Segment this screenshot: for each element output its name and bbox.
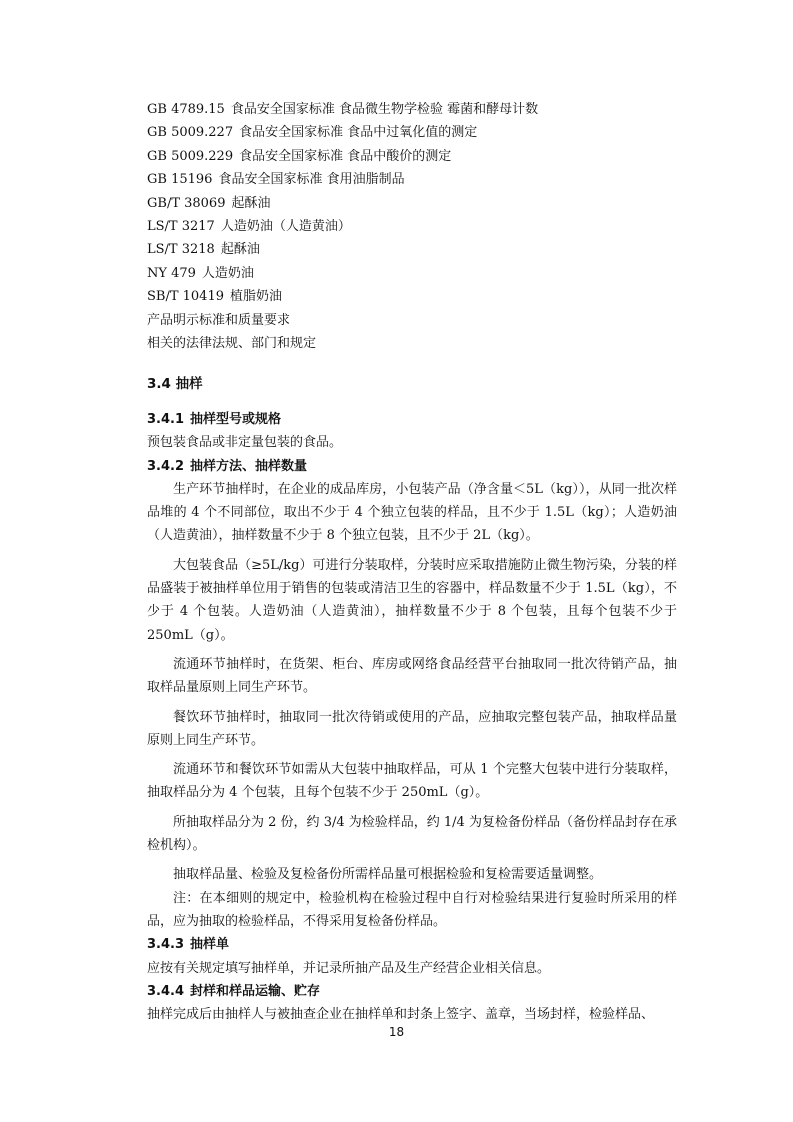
- reference-item: SB/T 10419 植脂奶油: [147, 289, 283, 305]
- subsection-3-4-4-text: 抽样完成后由抽样人与被抽查企业在抽样单和封条上签字、盖章，当场封样，检验样品、: [147, 1007, 655, 1023]
- reference-item: LS/T 3217 人造奶油（人造黄油）: [147, 218, 351, 234]
- paragraph: 流通环节抽样时，在货架、柜台、库房或网络食品经营平台抽取同一批次待销产品，抽取样品量原则上同生产环节。: [147, 656, 677, 696]
- subsection-heading-3-4-3: 3.4.3 抽样单: [147, 937, 230, 953]
- subsection-3-4-1-text: 预包装食品或非定量包装的食品。: [147, 435, 343, 451]
- reference-item: LS/T 3218 起酥油: [147, 242, 260, 258]
- paragraph: 流通环节和餐饮环节如需从大包装中抽取样品，可从 1 个完整大包装中进行分装取样，抽取样品分为 4 个包装，且每个包装不少于 250mL（g）。: [147, 762, 677, 801]
- reference-item: GB 5009.229 食品安全国家标准 食品中酸价的测定: [147, 148, 452, 164]
- subsection-heading-3-4-2: 3.4.2 抽样方法、抽样数量: [147, 458, 308, 474]
- page-number: 18: [388, 1025, 405, 1039]
- reference-item: GB/T 38069 起酥油: [147, 195, 271, 211]
- paragraph: 生产环节抽样时，在企业的成品库房，小包装产品（净含量＜5L（kg）），从同一批次样品堆的 4 个不同部位，取出不少于 4 个独立包装的样品，且不少于 1.5L（kg）；人造奶油（人造黄油），抽样数量不少于 8 个独立包装，且不少于 2L（kg）。: [147, 481, 677, 544]
- reference-item: GB 4789.15 食品安全国家标准 食品微生物学检验 霉菌和酵母计数: [147, 102, 539, 117]
- reference-item: 产品明示标准和质量要求: [147, 312, 291, 328]
- note-paragraph: 注：在本细则的规定中，检验机构在检验过程中自行对检验结果进行复验时所采用的样品，应为抽取的检验样品，不得采用复检备份样品。: [147, 890, 677, 929]
- section-3-4-body: [147, 408, 677, 1026]
- paragraph: 所抽取样品分为 2 份，约 3/4 为检验样品，约 1/4 为复检备份样品（备份样品封存在承检机构）。: [147, 814, 677, 854]
- reference-item: 相关的法律法规、部门和规定: [147, 335, 317, 351]
- reference-standards-list: [147, 98, 707, 355]
- subsection-3-4-3-text: 应按有关规定填写抽样单，并记录所抽产品及生产经营企业相关信息。: [147, 960, 551, 976]
- reference-item: NY 479 人造奶油: [147, 265, 254, 281]
- subsection-heading-3-4-1: 3.4.1 抽样型号或规格: [147, 412, 282, 427]
- section-heading-3-4: 3.4 抽样: [147, 376, 203, 392]
- paragraph: 大包装食品（≥5L/kg）可进行分装取样，分装时应采取措施防止微生物污染，分装的样品盛装于被抽样单位用于销售的包装或清洁卫生的容器中，样品数量不少于 1.5L（kg），不少于 4 个包装。人造奶油（人造黄油），抽样数量不少于 8 个包装，且每个包装不少于 250mL（g）。: [147, 557, 677, 643]
- subsection-heading-3-4-4: 3.4.4 封样和样品运输、贮存: [147, 983, 321, 999]
- reference-item: GB 5009.227 食品安全国家标准 食品中过氧化值的测定: [147, 125, 478, 141]
- reference-item: GB 15196 食品安全国家标准 食用油脂制品: [147, 172, 405, 188]
- paragraph: 抽取样品量、检验及复检备份所需样品量可根据检验和复检需要适量调整。: [173, 867, 603, 883]
- paragraph: 餐饮环节抽样时，抽取同一批次待销或使用的产品，应抽取完整包装产品，抽取样品量原则上同生产环节。: [147, 709, 677, 748]
